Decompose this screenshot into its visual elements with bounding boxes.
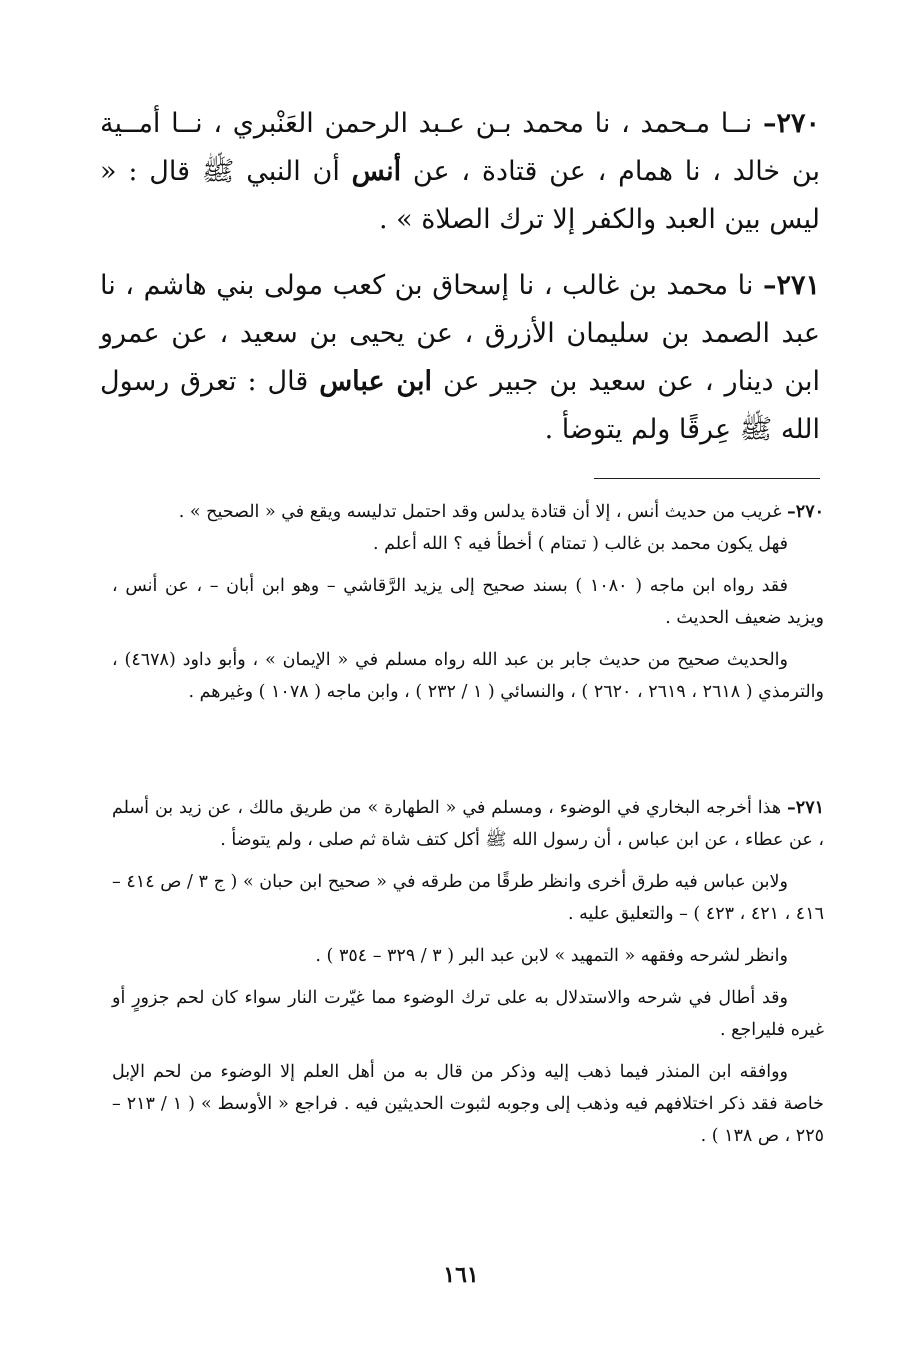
footnote-paragraph: وقد أطال في شرحه والاستدلال به على ترك الوضوء مما غيّرت النار سواء كان لحم جزورٍ أو غيره فليراجع . xyxy=(112,988,824,1040)
hadith-270 xyxy=(100,100,820,244)
hadith-number: ٢٧١– xyxy=(762,270,820,301)
footnote-paragraph: فهل يكون محمد بن غالب ( تمتام ) أخطأ فيه ؟ الله أعلم . xyxy=(372,534,788,554)
footnote-separator xyxy=(594,478,820,479)
hadith-270-text: ٢٧٠– نــا مـحمد ، نا محمد بـن عـبد الرحمن العَنْبري ، نــا أمــية بن خالد ، نا همام ، عن قتادة ، عن أنس أن النبي ﷺ قال : « ليس بين العبد والكفر إلا ترك الصلاة » . xyxy=(100,108,820,235)
footnote-paragraph: فقد رواه ابن ماجه ( ١٠٨٠ ) بسند صحيح إلى يزيد الرَّقاشي – وهو ابن أبان – ، عن أنس ، ويزيد ضعيف الحديث . xyxy=(112,576,824,628)
footnote-270 xyxy=(112,496,824,708)
footnote-paragraph: ٢٧٠– غريب من حديث أنس ، إلا أن قتادة يدلس وقد احتمل تدليسه ويقع في « الصحيح » . xyxy=(178,502,824,522)
footnote-number: ٢٧١– xyxy=(787,798,824,818)
footnote-271 xyxy=(112,792,824,1152)
footnote-paragraph: وانظر لشرحه وفقهه « التمهيد » لابن عبد البر ( ٣ / ٣٢٩ – ٣٥٤ ) . xyxy=(315,946,788,966)
hadith-271-text: ٢٧١– نا محمد بن غالب ، نا إسحاق بن كعب مولى بني هاشم ، نا عبد الصمد بن سليمان الأزرق ، عن يحيى بن سعيد ، عن عمرو ابن دينار ، عن سعيد بن جبير عن ابن عباس قال : تعرق رسول الله ﷺ عِرقًا ولم يتوضأ . xyxy=(100,270,820,445)
footnote-paragraph: ووافقه ابن المنذر فيما ذهب إليه وذكر من قال به من أهل العلم إلا الوضوء من لحم الإبل خاصة فقد ذكر اختلافهم فيه وذهب إلى وجوبه لثبوت الحديثين فيه . فراجع « الأوسط » ( ١ / ٢١٣ – ٢٢٥ ، ص ١٣٨ ) . xyxy=(112,1062,824,1146)
hadith-number: ٢٧٠– xyxy=(762,108,820,139)
footnote-number: ٢٧٠– xyxy=(787,502,824,522)
footnote-paragraph: ٢٧١– هذا أخرجه البخاري في الوضوء ، ومسلم في « الطهارة » من طريق مالك ، عن زيد بن أسلم ، عن عطاء ، عن ابن عباس ، أن رسول الله ﷺ أكل كتف شاة ثم صلى ، ولم يتوضأ . xyxy=(112,798,824,850)
narrator-name: أنس xyxy=(351,156,402,187)
page-number: ١٦١ xyxy=(443,1262,479,1288)
footnote-paragraph: ولابن عباس فيه طرق أخرى وانظر طرقًا من طرقه في « صحيح ابن حبان » ( ج ٣ / ص ٤١٤ – ٤١٦ ، ٤٢١ ، ٤٢٣ ) – والتعليق عليه . xyxy=(112,872,824,924)
narrator-name: ابن عباس xyxy=(319,366,432,397)
footnote-paragraph: والحديث صحيح من حديث جابر بن عبد الله رواه مسلم في « الإيمان » ، وأبو داود (٤٦٧٨) ، والترمذي ( ٢٦١٨ ، ٢٦١٩ ، ٢٦٢٠ ) ، والنسائي ( ١ / ٢٣٢ ) ، وابن ماجه ( ١٠٧٨ ) وغيرهم . xyxy=(112,650,824,702)
hadith-271 xyxy=(100,262,820,454)
